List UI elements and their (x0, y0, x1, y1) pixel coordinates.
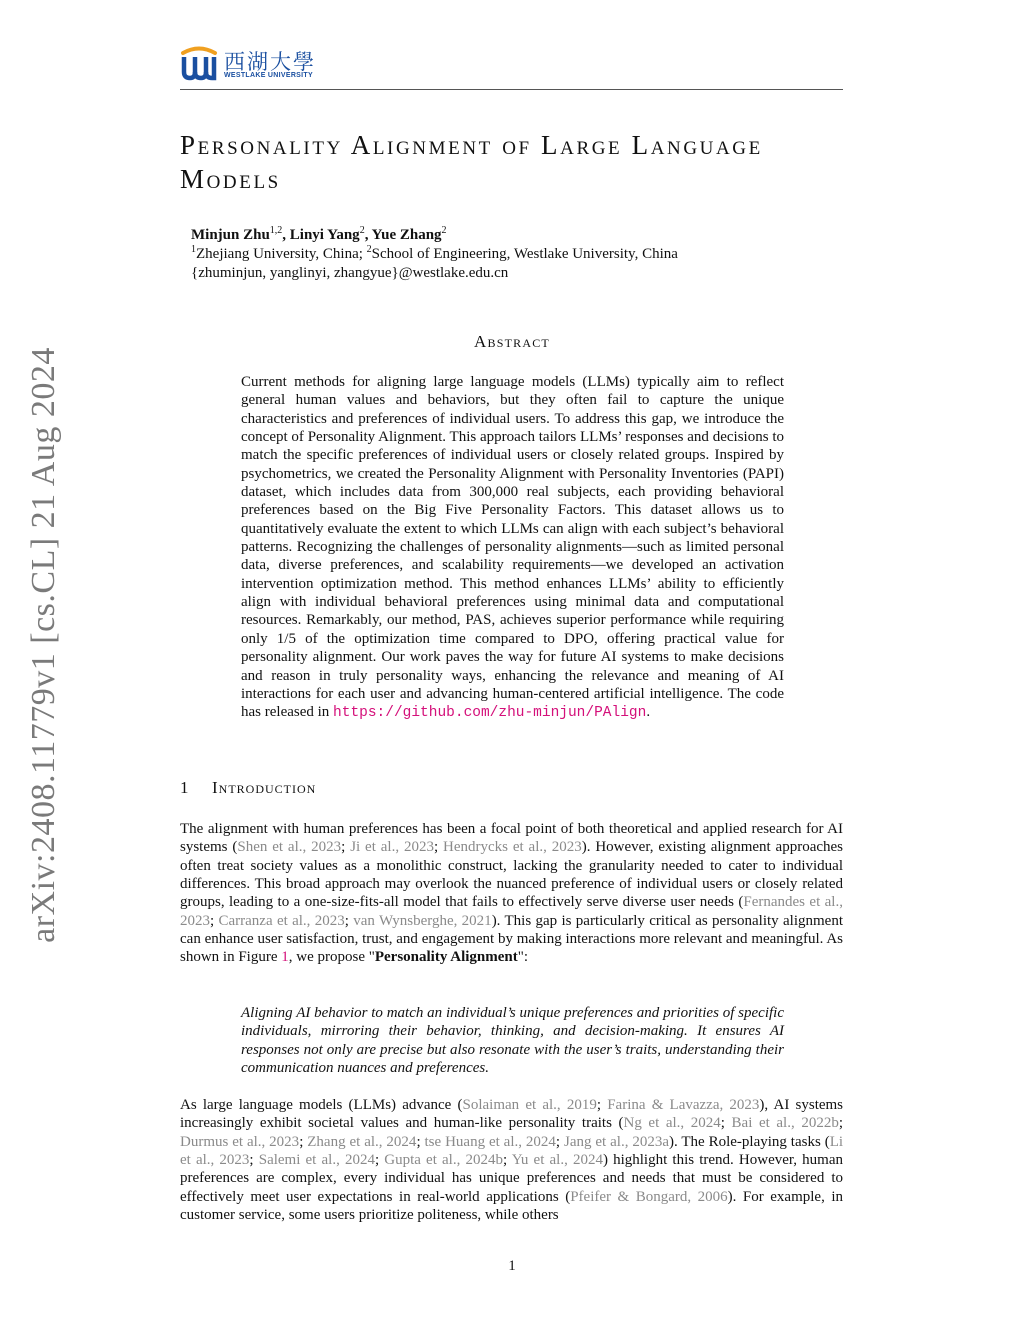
author-name: Minjun Zhu (191, 227, 270, 243)
citation-link[interactable]: Fernandes et al., 2023 (180, 894, 843, 929)
author-affiliation-marker: 1,2 (269, 225, 283, 236)
citation-link[interactable]: Yu et al., 2024 (511, 1152, 603, 1169)
abstract-text: Current methods for aligning large language models (LLMs) typically aim to reflect general human values and behaviors, but they often fail to capture the unique characteristics and preferences of individual users. To address this gap, we introduce the concept of Personality Alignment. This approach tailors LLMs’ responses and decisions to match the specific preferences of individual users or closely related groups. Inspired by psychometrics, we created the Personality Alignment with Personality Inventories (PAPI) dataset, which includes data from 300,000 real subjects, each providing behavioral preferences based on the Big Five Personality Factors. This dataset allows us to quantitatively evaluate the extent to which LLMs can align with each subject’s behavioral patterns. Recognizing the challenges of personality alignments—such as limited personal data, diverse preferences, and scalability requirements—we developed an activation intervention optimization method. This method enhances LLMs’ ability to efficiently align with individual behavioral preferences using minimal data and computational resources. Remarkably, our method, PAS, achieves superior performance while requiring only 1/5 of the optimization time compared to DPO, offering practical value for personality alignment. Our work paves the way for future AI systems to make decisions and reason in truly personality ways, enhancing the relevance and meaning of AI interactions for each user and advancing human-centered artificial intelligence. The code has released in (241, 374, 784, 721)
citation-link[interactable]: Li et al., 2023 (180, 1133, 844, 1169)
section-title: Introduction (212, 778, 317, 797)
citation-link[interactable]: Durmus et al., 2023 (180, 1133, 300, 1150)
abstract-body (241, 373, 784, 723)
abstract-heading: Abstract (474, 332, 550, 351)
citation-link[interactable]: Salemi et al., 2024 (258, 1152, 375, 1169)
author-separator: , (364, 227, 372, 243)
author-name: Linyi Yang (289, 227, 360, 243)
affiliation-marker: 2 (366, 244, 372, 255)
affiliation-text: Zhejiang University, China; (196, 246, 367, 262)
citation-link[interactable]: Ji et al., 2023 (350, 839, 434, 856)
paper-title: Personality Alignment of Large Language Models (180, 130, 763, 194)
author-list (191, 226, 447, 245)
citation-link[interactable]: Ng et al., 2024 (623, 1115, 721, 1132)
citation-link[interactable]: Shen et al., 2023 (237, 839, 342, 856)
citation-link[interactable]: Zhang et al., 2024 (307, 1133, 417, 1150)
citation-link[interactable]: Carranza et al., 2023 (218, 912, 345, 929)
section-number: 1 (180, 778, 189, 797)
citation-link[interactable]: Pfeifer & Bongard, 2006 (570, 1188, 728, 1205)
page-number: 1 (508, 1258, 516, 1274)
westlake-logo-icon (180, 44, 218, 82)
figure-reference-link[interactable]: 1 (281, 949, 289, 966)
bold-term: Personality Alignment (374, 949, 518, 966)
author-affiliation-marker: 2 (441, 225, 447, 236)
affiliations (191, 246, 678, 263)
affiliation-marker: 1 (191, 244, 196, 255)
definition-quote: Aligning AI behavior to match an individual’s unique preferences and priorities of specific individuals, mirroring their behavior, thinking, and decision-making. It ensures AI responses not only are precise but also resonate with the user’s traits, understanding their communication nuances and preferences. (241, 1005, 784, 1077)
header-divider (180, 89, 843, 90)
code-link[interactable]: https://github.com/zhu-minjun/PAlign (333, 705, 647, 722)
citation-link[interactable]: Bai et al., 2022b (731, 1115, 839, 1132)
citation-link[interactable]: van Wynsberghe, 2021 (353, 912, 492, 929)
intro-paragraph-2: As large language models (LLMs) advance (Solaiman et al., 2019; Farina & Lavazza, 2023), AI systems increasingly exhibit societal values and human-like personality traits (Ng et al., 2024; Bai et al., 2022b; Durmus et al., 2023; Zhang et al., 2024; tse Huang et al., 2024; Jang et al., 2023a). The Role-playing tasks (Li et al., 2023; Salemi et al., 2024; Gupta et al., 2024b; Yu et al., 2024) highlight this trend. However, human preferences are complex, every individual has unique preferences and needs that must be considered to effectively meet user expectations in real-world applications (Pfeifer & Bongard, 2006). For example, in customer service, some users prioritize politeness, while others (180, 1097, 844, 1224)
citation-link[interactable]: tse Huang et al., 2024 (424, 1133, 556, 1150)
author-separator: , (282, 227, 290, 243)
arxiv-identifier: arXiv:2408.11779v1 [cs.CL] 21 Aug 2024 (25, 347, 62, 943)
logo-chinese-name: 西湖大學 (224, 50, 316, 74)
citation-link[interactable]: Gupta et al., 2024b (384, 1152, 503, 1169)
citation-link[interactable]: Hendrycks et al., 2023 (443, 839, 582, 856)
abstract-end: . (646, 704, 651, 721)
author-name: Yue Zhang (371, 227, 442, 243)
author-emails: {zhuminjun, yanglinyi, zhangyue}@westlake.edu.cn (191, 265, 509, 281)
logo-english-name: WESTLAKE UNIVERSITY (224, 72, 313, 79)
citation-link[interactable]: Farina & Lavazza, 2023 (607, 1097, 760, 1113)
affiliation-text: School of Engineering, Westlake University, China (371, 246, 678, 262)
citation-link[interactable]: Jang et al., 2023a (564, 1133, 669, 1150)
intro-paragraph-1: The alignment with human preferences has been a focal point of both theoretical and applied research for AI systems (Shen et al., 2023; Ji et al., 2023; Hendrycks et al., 2023). However, existing alignment approaches often treat society values as a monolithic construct, lacking the granularity needed to cater to individual differences. This broad approach may overlook the nuanced preference of individual users or closely related groups, leading to a one-size-fits-all model that fails to effectively serve diverse user needs (Fernandes et al., 2023; Carranza et al., 2023; van Wynsberghe, 2021). This gap is particularly critical as personality alignment can enhance user satisfaction, trust, and engagement by making interactions more relevant and meaningful. As shown in Figure 1, we propose "Personality Alignment": (180, 821, 844, 966)
author-affiliation-marker: 2 (359, 225, 365, 236)
citation-link[interactable]: Solaiman et al., 2019 (462, 1097, 597, 1113)
